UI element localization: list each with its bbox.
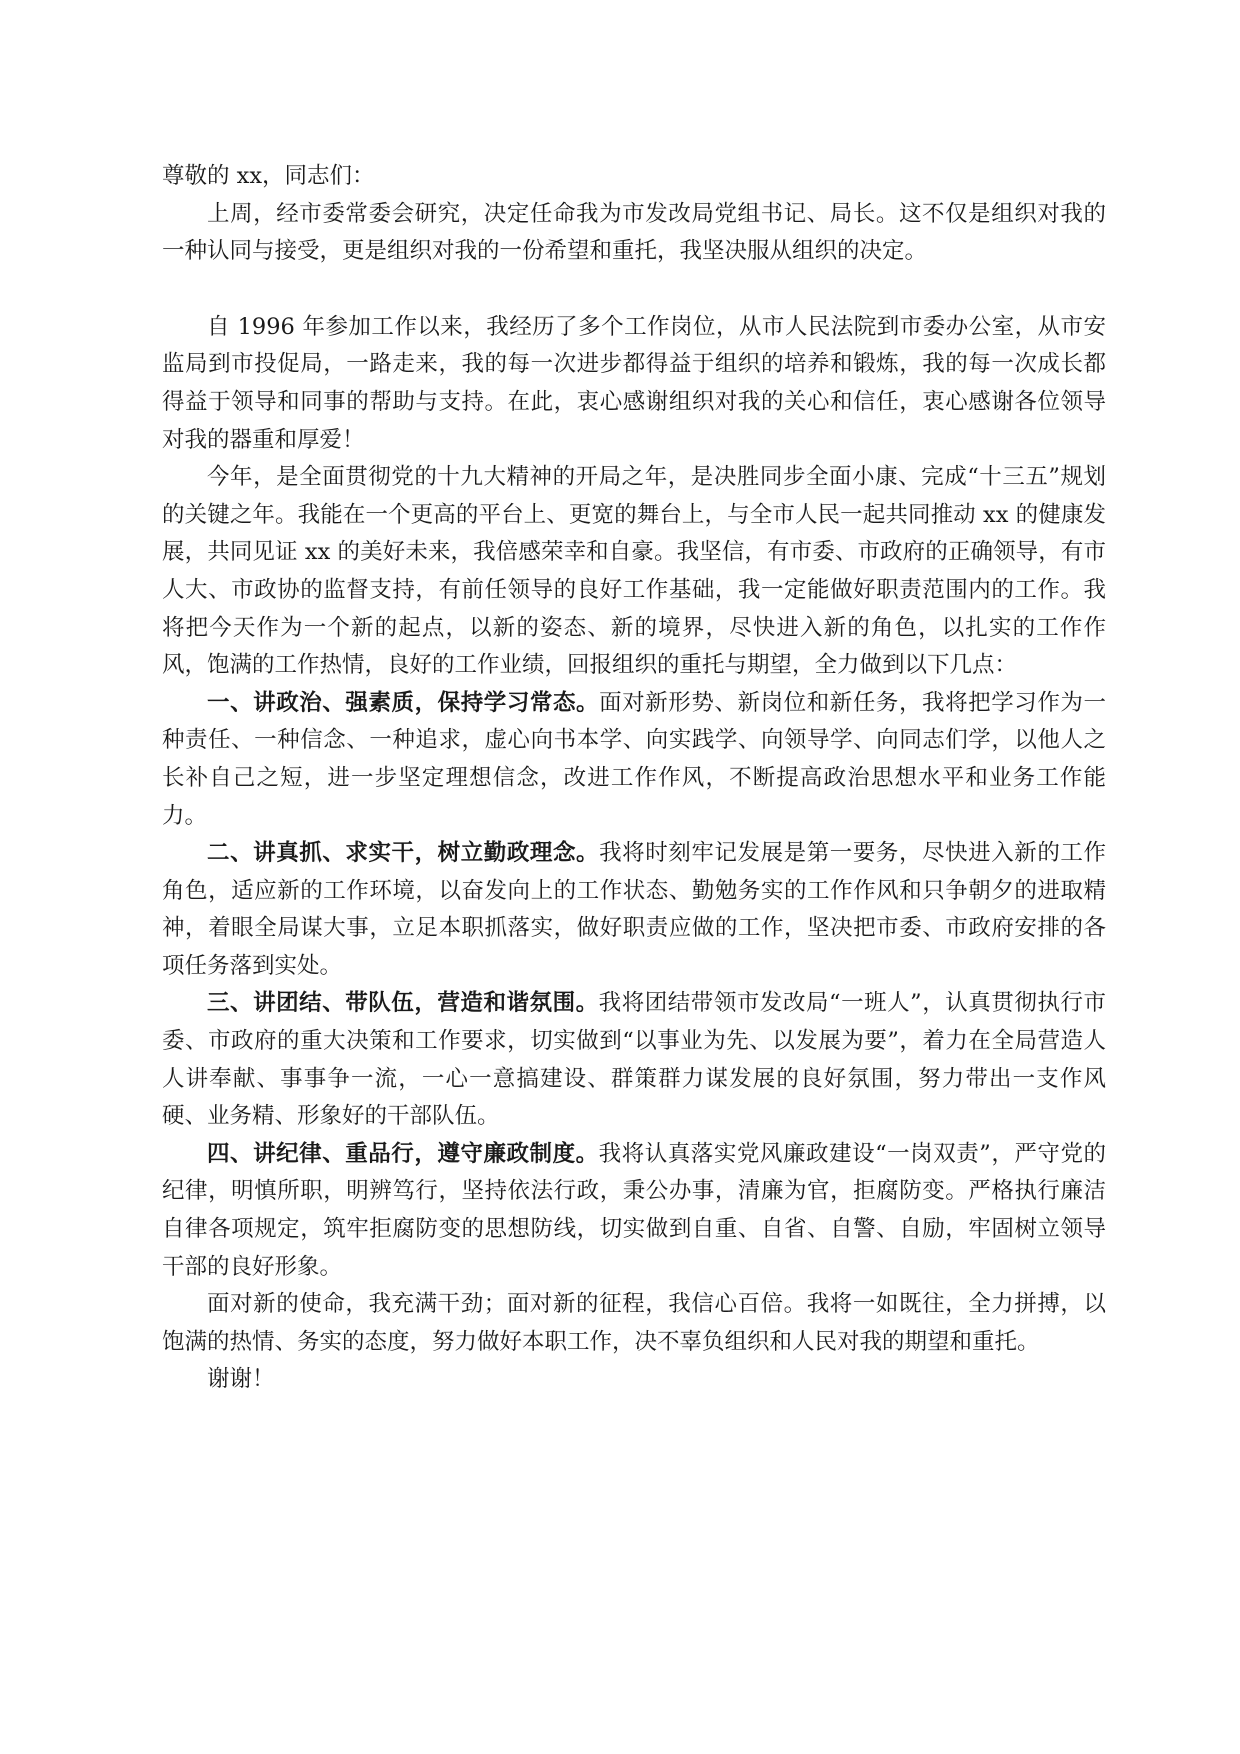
paragraph-point-three (162, 985, 1106, 1135)
paragraph-appointment (162, 196, 1106, 271)
paragraph-conclusion (162, 1286, 1106, 1361)
point-heading: 四、讲纪律、重品行，遵守廉政制度。 (207, 1140, 599, 1167)
point-heading: 二、讲真抓、求实干，树立勤政理念。 (207, 840, 600, 867)
paragraph-text: 我将团结带领市发改局“一班人”，认真贯彻执行市委、市政府的重大决策和工作要求，切实做到“以事业为先、以发展为要”，着力在全局营造人人讲奉献、事事争一流，一心一意搞建设、群策群力谋发展的良好氛围，努力带出一支作风硬、业务精、形象好的干部队伍。 (162, 990, 1106, 1130)
point-heading: 一、讲政治、强素质，保持学习常态。 (207, 689, 600, 716)
paragraph-text: 我将时刻牢记发展是第一要务，尽快进入新的工作角色，适应新的工作环境，以奋发向上的工作状态、勤勉务实的工作作风和只争朝夕的进取精神，着眼全局谋大事，立足本职抓落实，做好职责应做的工作，坚决把市委、市政府安排的各项任务落到实处。 (162, 840, 1106, 979)
point-heading: 三、讲团结、带队伍，营造和谐氛围。 (207, 990, 599, 1017)
paragraph-point-two (162, 835, 1106, 985)
paragraph-text: 今年，是全面贯彻党的十九大精神的开局之年，是决胜同步全面小康、完成“十三五”规划的关键之年。我能在一个更高的平台上、更宽的舞台上，与全市人民一起共同推动 xx 的健康发展，共同见证 xx 的美好未来，我倍感荣幸和自豪。我坚信，有市委、市政府的正确领导，有市人大、市政协的监督支持，有前任领导的良好工作基础，我一定能做好职责范围内的工作。我将把今天作为一个新的起点，以新的姿态、新的境界，尽快进入新的角色，以扎实的工作作风，饱满的工作热情，良好的工作业绩，回报组织的重托与期望，全力做到以下几点： (162, 464, 1106, 679)
document-page (162, 158, 1106, 1399)
paragraph-this-year (162, 459, 1106, 685)
paragraph-career (162, 309, 1106, 459)
paragraph-text: 我将认真落实党风廉政建设“一岗双责”，严守党的纪律，明慎所职，明辨笃行，坚持依法行政，秉公办事，清廉为官，拒腐防变。严格执行廉洁自律各项规定，筑牢拒腐防变的思想防线，切实做到自重、自省、自警、自励，牢固树立领导干部的良好形象。 (162, 1140, 1106, 1280)
paragraph-point-four (162, 1136, 1106, 1286)
closing-thanks: 谢谢！ (207, 1366, 275, 1393)
paragraph-text: 上周，经市委常委会研究，决定任命我为市发改局党组书记、局长。这不仅是组织对我的一种认同与接受，更是组织对我的一份希望和重托，我坚决服从组织的决定。 (162, 200, 1106, 265)
paragraph-point-one (162, 685, 1106, 835)
paragraph-text: 自 1996 年参加工作以来，我经历了多个工作岗位，从市人民法院到市委办公室，从市安监局到市投促局，一路走来，我的每一次进步都得益于组织的培养和锻炼，我的每一次成长都得益于领导和同事的帮助与支持。在此，衷心感谢组织对我的关心和信任，衷心感谢各位领导对我的器重和厚爱！ (162, 313, 1106, 453)
salutation: 尊敬的 xx，同志们： (162, 163, 375, 189)
paragraph-text: 面对新的使命，我充满干劲；面对新的征程，我信心百倍。我将一如既往，全力拼搏，以饱满的热情、务实的态度，努力做好本职工作，决不辜负组织和人民对我的期望和重托。 (162, 1291, 1106, 1355)
paragraph-text: 面对新形势、新岗位和新任务，我将把学习作为一种责任、一种信念、一种追求，虚心向书本学、向实践学、向领导学、向同志们学，以他人之长补自己之短，进一步坚定理想信念，改进工作作风，不断提高政治思想水平和业务工作能力。 (162, 689, 1106, 829)
